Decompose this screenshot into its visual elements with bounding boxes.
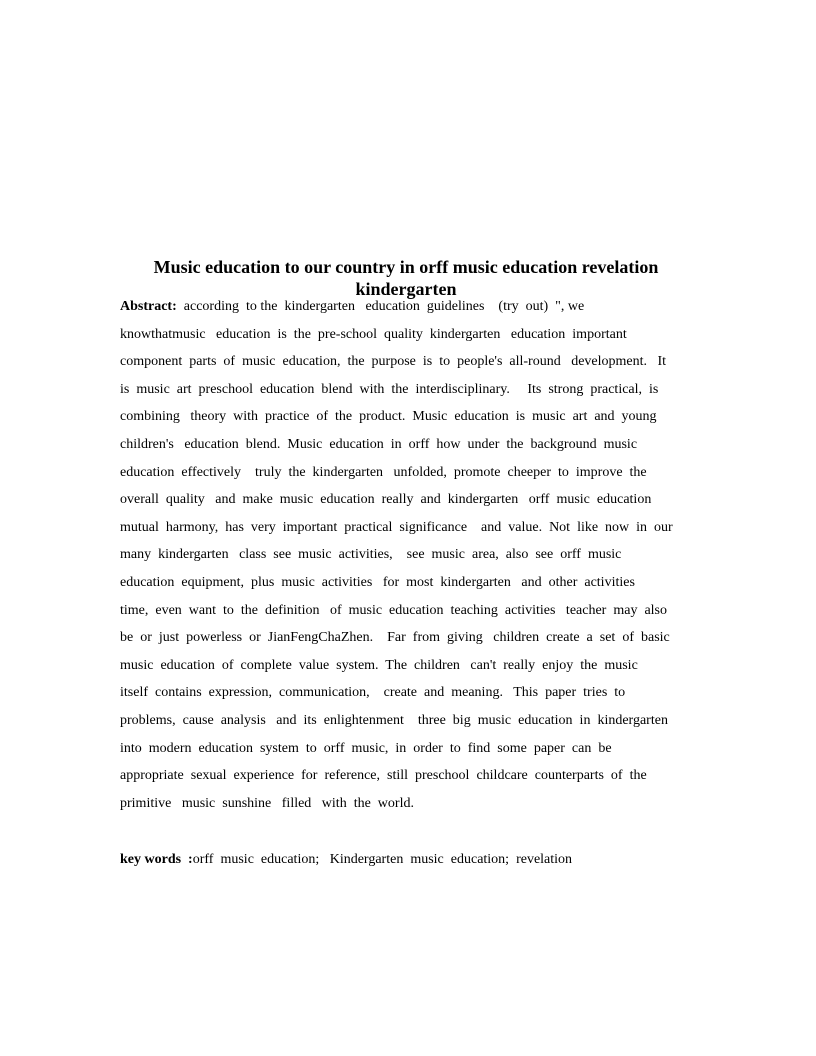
abstract-line: combining theory with practice of the product. Music education is music art and young xyxy=(120,409,657,425)
title-line-1: Music education to our country in orff music education revelation xyxy=(153,257,659,277)
abstract-line: primitive music sunshine filled with the world. xyxy=(120,795,414,811)
abstract-line: problems, cause analysis and its enlightenment three big music education in kindergarten xyxy=(120,713,668,728)
abstract-label: Abstract: xyxy=(120,299,177,314)
document-title xyxy=(120,256,692,300)
abstract-line xyxy=(120,297,584,317)
abstract-line: children's education blend. Music education in orff how under the background music xyxy=(120,437,638,452)
abstract-line: education equipment, plus music activities for most kindergarten and other activities xyxy=(120,575,635,590)
abstract-line: time, even want to the definition of music education teaching activities teacher may also xyxy=(120,602,667,618)
keywords-line xyxy=(120,850,572,870)
keywords-text: orff music education; Kindergarten music education; revelation xyxy=(192,852,573,867)
abstract-line: itself contains expression, communication, create and meaning. This paper tries to xyxy=(120,685,626,701)
abstract-line: knowthatmusic education is the pre-school quality kindergarten education important xyxy=(120,326,627,342)
abstract-line: into modern education system to orff music, in order to find some paper can be xyxy=(120,740,612,756)
abstract-line: mutual harmony, has very important practical significance and value. Not like now in our xyxy=(120,519,673,535)
keywords-label: key words : xyxy=(120,852,193,867)
abstract-line: education effectively truly the kindergarten unfolded, promote cheeper to improve the xyxy=(120,464,647,480)
title-line-2: kindergarten xyxy=(355,279,457,299)
abstract-line: many kindergarten class see music activities, see music area, also see orff music xyxy=(120,547,622,563)
abstract-line: component parts of music education, the purpose is to people's all-round development. It xyxy=(120,354,667,370)
abstract-line: be or just powerless or JianFengChaZhen. Far from giving children create a set of basic xyxy=(120,630,670,646)
abstract-line: overall quality and make music education really and kindergarten orff music education xyxy=(120,492,652,508)
abstract-text: according to the kindergarten education guidelines (try out) ", we xyxy=(183,299,585,314)
abstract-line: music education of complete value system. The children can't really enjoy the music xyxy=(120,657,638,673)
abstract-line: is music art preschool education blend with the interdisciplinary. Its strong practical, is xyxy=(120,381,659,397)
abstract-line: appropriate sexual experience for reference, still preschool childcare counterparts of the xyxy=(120,768,647,784)
